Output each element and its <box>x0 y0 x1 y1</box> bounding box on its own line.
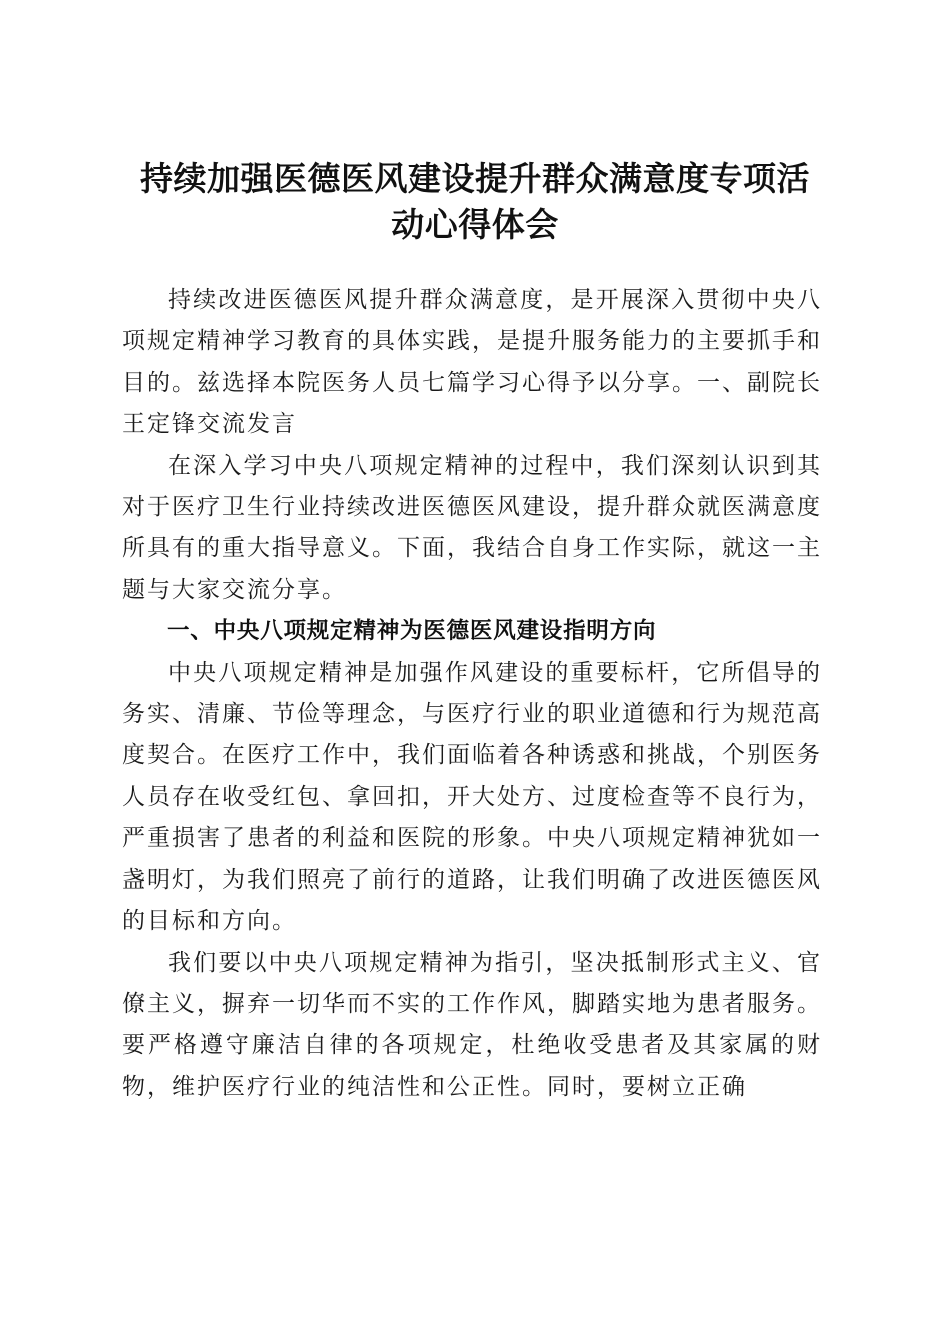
body-paragraph: 我们要以中央八项规定精神为指引，坚决抵制形式主义、官僚主义，摒弃一切华而不实的工作作风，脚踏实地为患者服务。要严格遵守廉洁自律的各项规定，杜绝收受患者及其家属的财物，维护医疗行业的纯洁性和公正性。同时，要树立正确 <box>122 949 822 1100</box>
body-paragraph: 在深入学习中央八项规定精神的过程中，我们深刻认识到其对于医疗卫生行业持续改进医德医风建设，提升群众就医满意度所具有的重大指导意义。下面，我结合自身工作实际，就这一主题与大家交流分享。 <box>122 452 822 603</box>
document-title <box>110 156 840 248</box>
body-paragraph: 中央八项规定精神是加强作风建设的重要标杆，它所倡导的务实、清廉、节俭等理念，与医疗行业的职业道德和行为规范高度契合。在医疗工作中，我们面临着各种诱惑和挑战，个别医务人员存在收受红包、拿回扣，开大处方、过度检查等不良行为，严重损害了患者的利益和医院的形象。中央八项规定精神犹如一盏明灯，为我们照亮了前行的道路，让我们明确了改进医德医风的目标和方向。 <box>122 659 822 935</box>
section-heading: 一、中央八项规定精神为医德医风建设指明方向 <box>167 618 657 645</box>
intro-paragraph: 持续改进医德医风提升群众满意度，是开展深入贯彻中央八项规定精神学习教育的具体实践，是提升服务能力的主要抓手和目的。兹选择本院医务人员七篇学习心得予以分享。一、副院长王定锋交流发言 <box>122 287 822 438</box>
document-body <box>122 280 822 1108</box>
title-line-2: 动心得体会 <box>391 205 559 245</box>
title-line-1: 持续加强医德医风建设提升群众满意度专项活 <box>140 159 810 199</box>
